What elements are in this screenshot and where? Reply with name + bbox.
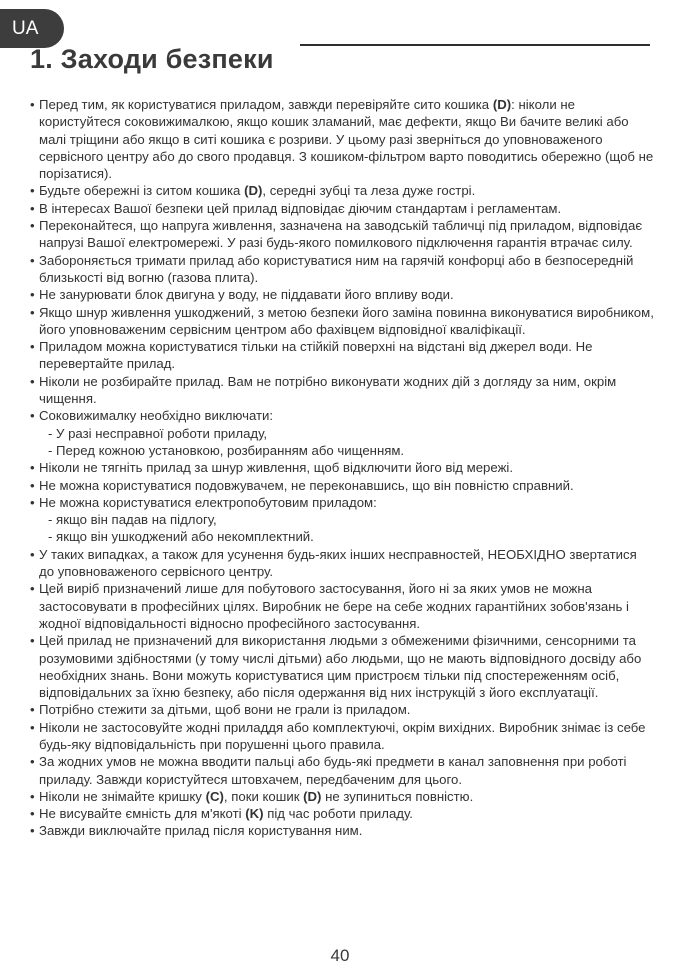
language-badge: UA	[0, 9, 64, 48]
list-item: • Ніколи не тягніть прилад за шнур живлення, щоб відключити його від мережі.	[30, 459, 655, 476]
list-item: • Не висувайте ємність для м'якоті (K) під час роботи приладу.	[30, 805, 655, 822]
list-item: • Ніколи не розбирайте прилад. Вам не потрібно виконувати жодних дій з догляду за ним, окрім чищення.	[30, 373, 655, 408]
title-divider	[300, 44, 650, 46]
list-item: • Не занурювати блок двигуна у воду, не піддавати його впливу води.	[30, 286, 655, 303]
list-item: • Якщо шнур живлення ушкоджений, з метою безпеки його заміна повинна виконуватися виробником, його уповноваженим сервісним центром або фахівцем відповідної кваліфікації.	[30, 304, 655, 339]
list-item: • Не можна користуватися подовжувачем, не переконавшись, що він повністю справний.	[30, 477, 655, 494]
page-title: 1. Заходи безпеки	[30, 44, 274, 74]
list-item: • Приладом можна користуватися тільки на стійкій поверхні на відстані від джерел води. Не перевертайте прилад.	[30, 338, 655, 373]
sub-item: - У разі несправної роботи приладу,	[48, 425, 268, 441]
sub-item: - Перед кожною установкою, розбиранням або чищенням.	[48, 442, 405, 458]
page-number: 40	[330, 946, 350, 965]
list-item: • Будьте обережні із ситом кошика (D), середні зубці та леза дуже гострі.	[30, 182, 655, 199]
list-item: • Соковижималку необхідно виключати: - У разі несправної роботи приладу, - Перед кожною установкою, розбиранням або чищенням.	[30, 407, 655, 459]
list-item: • Завжди виключайте прилад після користування ним.	[30, 822, 655, 839]
safety-instructions-list	[30, 96, 655, 840]
list-item: • Цей прилад не призначений для використання людьми з обмеженими фізичними, сенсорними та розумовими здібностями (у тому числі дітьми) або людьми, що не мають відповідного досвіду або необхідних знань. Вони можуть користуватися цим пристроєм тільки під спостереженням осіб, відповідальних за їхню безпеку, або після одержання від них інструкцій з його експлуатації.	[30, 632, 655, 701]
list-item: • Перед тим, як користуватися приладом, завжди перевіряйте сито кошика (D): ніколи не користуйтеся соковижималкою, якщо кошик зламаний, має дефекти, якщо Ви бачите великі або малі тріщини або якщо в ситі кошика є розриви. У цьому разі зверніться до уповноваженого сервісного центру або до свого продавця. З кошиком-фільтром варто поводитись обережно (щоб не порізатися).	[30, 96, 655, 182]
list-item: • Забороняється тримати прилад або користуватися ним на гарячій конфорці або в безпосередній близькості від вогню (газова плита).	[30, 252, 655, 287]
sub-item: - якщо він ушкоджений або некомплектний.	[48, 529, 314, 545]
list-item: • Потрібно стежити за дітьми, щоб вони не грали із приладом.	[30, 701, 655, 718]
list-item: • Цей виріб призначений лише для побутового застосування, його ні за яких умов не можна застосовувати в професійних цілях. Виробник не бере на себе жодних гарантійних зобов'язань і жодної відповідальності відносно професійного застосування.	[30, 580, 655, 632]
list-item: • Переконайтеся, що напруга живлення, зазначена на заводській табличці під приладом, відповідає напрузі Вашої електромережі. У разі будь-якого помилкового підключення гарантія втрачає силу.	[30, 217, 655, 252]
list-item: • Ніколи не знімайте кришку (C), поки кошик (D) не зупиниться повністю.	[30, 788, 655, 805]
list-item: • В інтересах Вашої безпеки цей прилад відповідає діючим стандартам і регламентам.	[30, 200, 655, 217]
list-item: • Ніколи не застосовуйте жодні приладдя або комплектуючі, окрім вихідних. Виробник знімає із себе будь-яку відповідальність при порушенні цього правила.	[30, 719, 655, 754]
sub-item: - якщо він падав на підлогу,	[48, 512, 217, 528]
list-item: • У таких випадках, а також для усунення будь-яких інших несправностей, НЕОБХІДНО звертатися до уповноваженого сервісного центру.	[30, 546, 655, 581]
list-item: • За жодних умов не можна вводити пальці або будь-які предмети в канал заповнення при роботі приладу. Завжди користуйтеся штовхачем, передбаченим для цього.	[30, 753, 655, 788]
list-item: • Не можна користуватися електропобутовим приладом: - якщо він падав на підлогу, - якщо він ушкоджений або некомплектний.	[30, 494, 655, 546]
